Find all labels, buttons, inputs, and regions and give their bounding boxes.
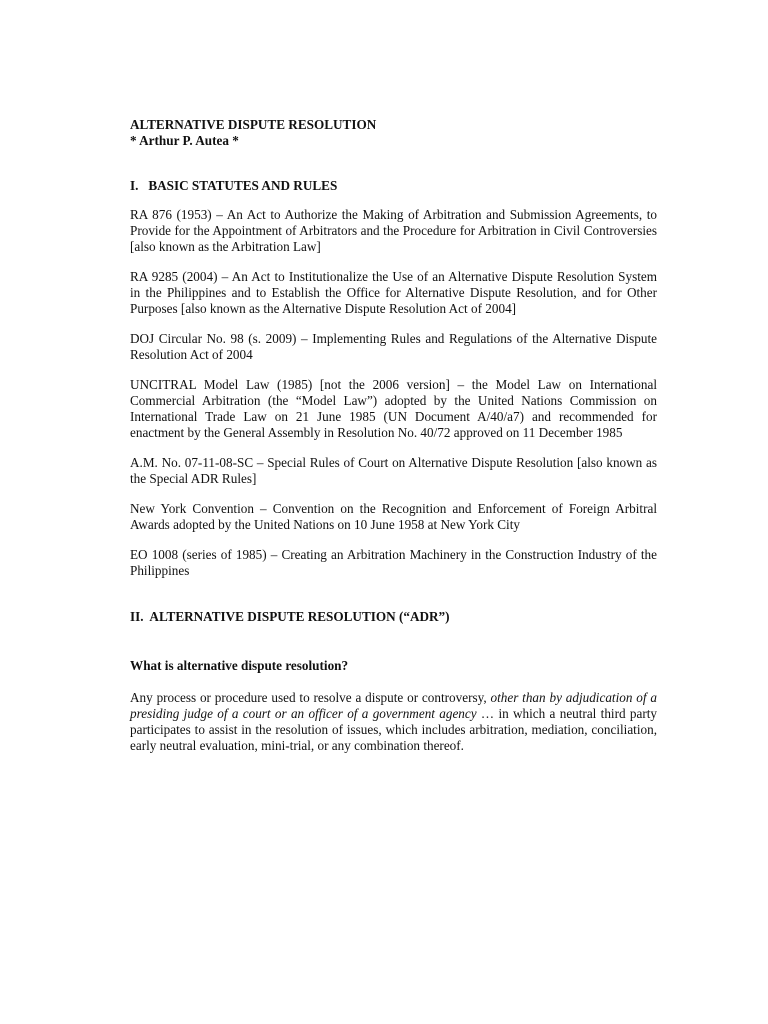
- answer-text-end: in which a neutral third party participates to assist in the resolution of issues, which includes arbitration, mediation, conciliation, early neutral evaluation, mini-trial, or any combination thereof.: [130, 706, 657, 753]
- answer-text-start: Any process or procedure used to resolve a dispute or controversy,: [130, 690, 491, 705]
- answer-ellipsis: …: [476, 706, 499, 721]
- statute-paragraph: DOJ Circular No. 98 (s. 2009) – Implementing Rules and Regulations of the Alternative Dispute Resolution Act of 2004: [130, 331, 657, 362]
- statute-paragraph: A.M. No. 07-11-08-SC – Special Rules of Court on Alternative Dispute Resolution [also known as the Special ADR Rules]: [130, 455, 657, 486]
- statute-paragraph: UNCITRAL Model Law (1985) [not the 2006 version] – the Model Law on International Commercial Arbitration (the “Model Law”) adopted by the United Nations Commission on International Trade Law on 21 June 1985 (UN Document A/40/a7) and recommended for enactment by the General Assembly in Resolution No. 40/72 approved on 11 December 1985: [130, 377, 657, 440]
- document-author: * Arthur P. Autea *: [130, 133, 239, 148]
- document-body: [130, 117, 657, 754]
- statute-paragraph: RA 9285 (2004) – An Act to Institutionalize the Use of an Alternative Dispute Resolution System in the Philippines and to Establish the Office for Alternative Dispute Resolution, and for Other Purposes [also known as the Alternative Dispute Resolution Act of 2004]: [130, 269, 657, 316]
- answer-paragraph: [130, 690, 657, 754]
- statute-paragraph: New York Convention – Convention on the Recognition and Enforcement of Foreign Arbitral Awards adopted by the United Nations on 10 June 1958 at New York City: [130, 501, 657, 532]
- section-heading-adr: II. ALTERNATIVE DISPUTE RESOLUTION (“ADR”): [130, 609, 450, 624]
- question-heading: What is alternative dispute resolution?: [130, 658, 349, 673]
- document-title: ALTERNATIVE DISPUTE RESOLUTION: [130, 117, 377, 132]
- answer-text-italic: other than by adjudication of a presiding judge of a court or an officer of a government agency: [130, 690, 657, 721]
- section-heading-basic-statutes: I. BASIC STATUTES AND RULES: [130, 178, 338, 193]
- statute-paragraph: EO 1008 (series of 1985) – Creating an Arbitration Machinery in the Construction Industry of the Philippines: [130, 547, 657, 578]
- statute-paragraph: RA 876 (1953) – An Act to Authorize the Making of Arbitration and Submission Agreements, to Provide for the Appointment of Arbitrators and the Procedure for Arbitration in Civil Controversies [also known as the Arbitration Law]: [130, 207, 657, 254]
